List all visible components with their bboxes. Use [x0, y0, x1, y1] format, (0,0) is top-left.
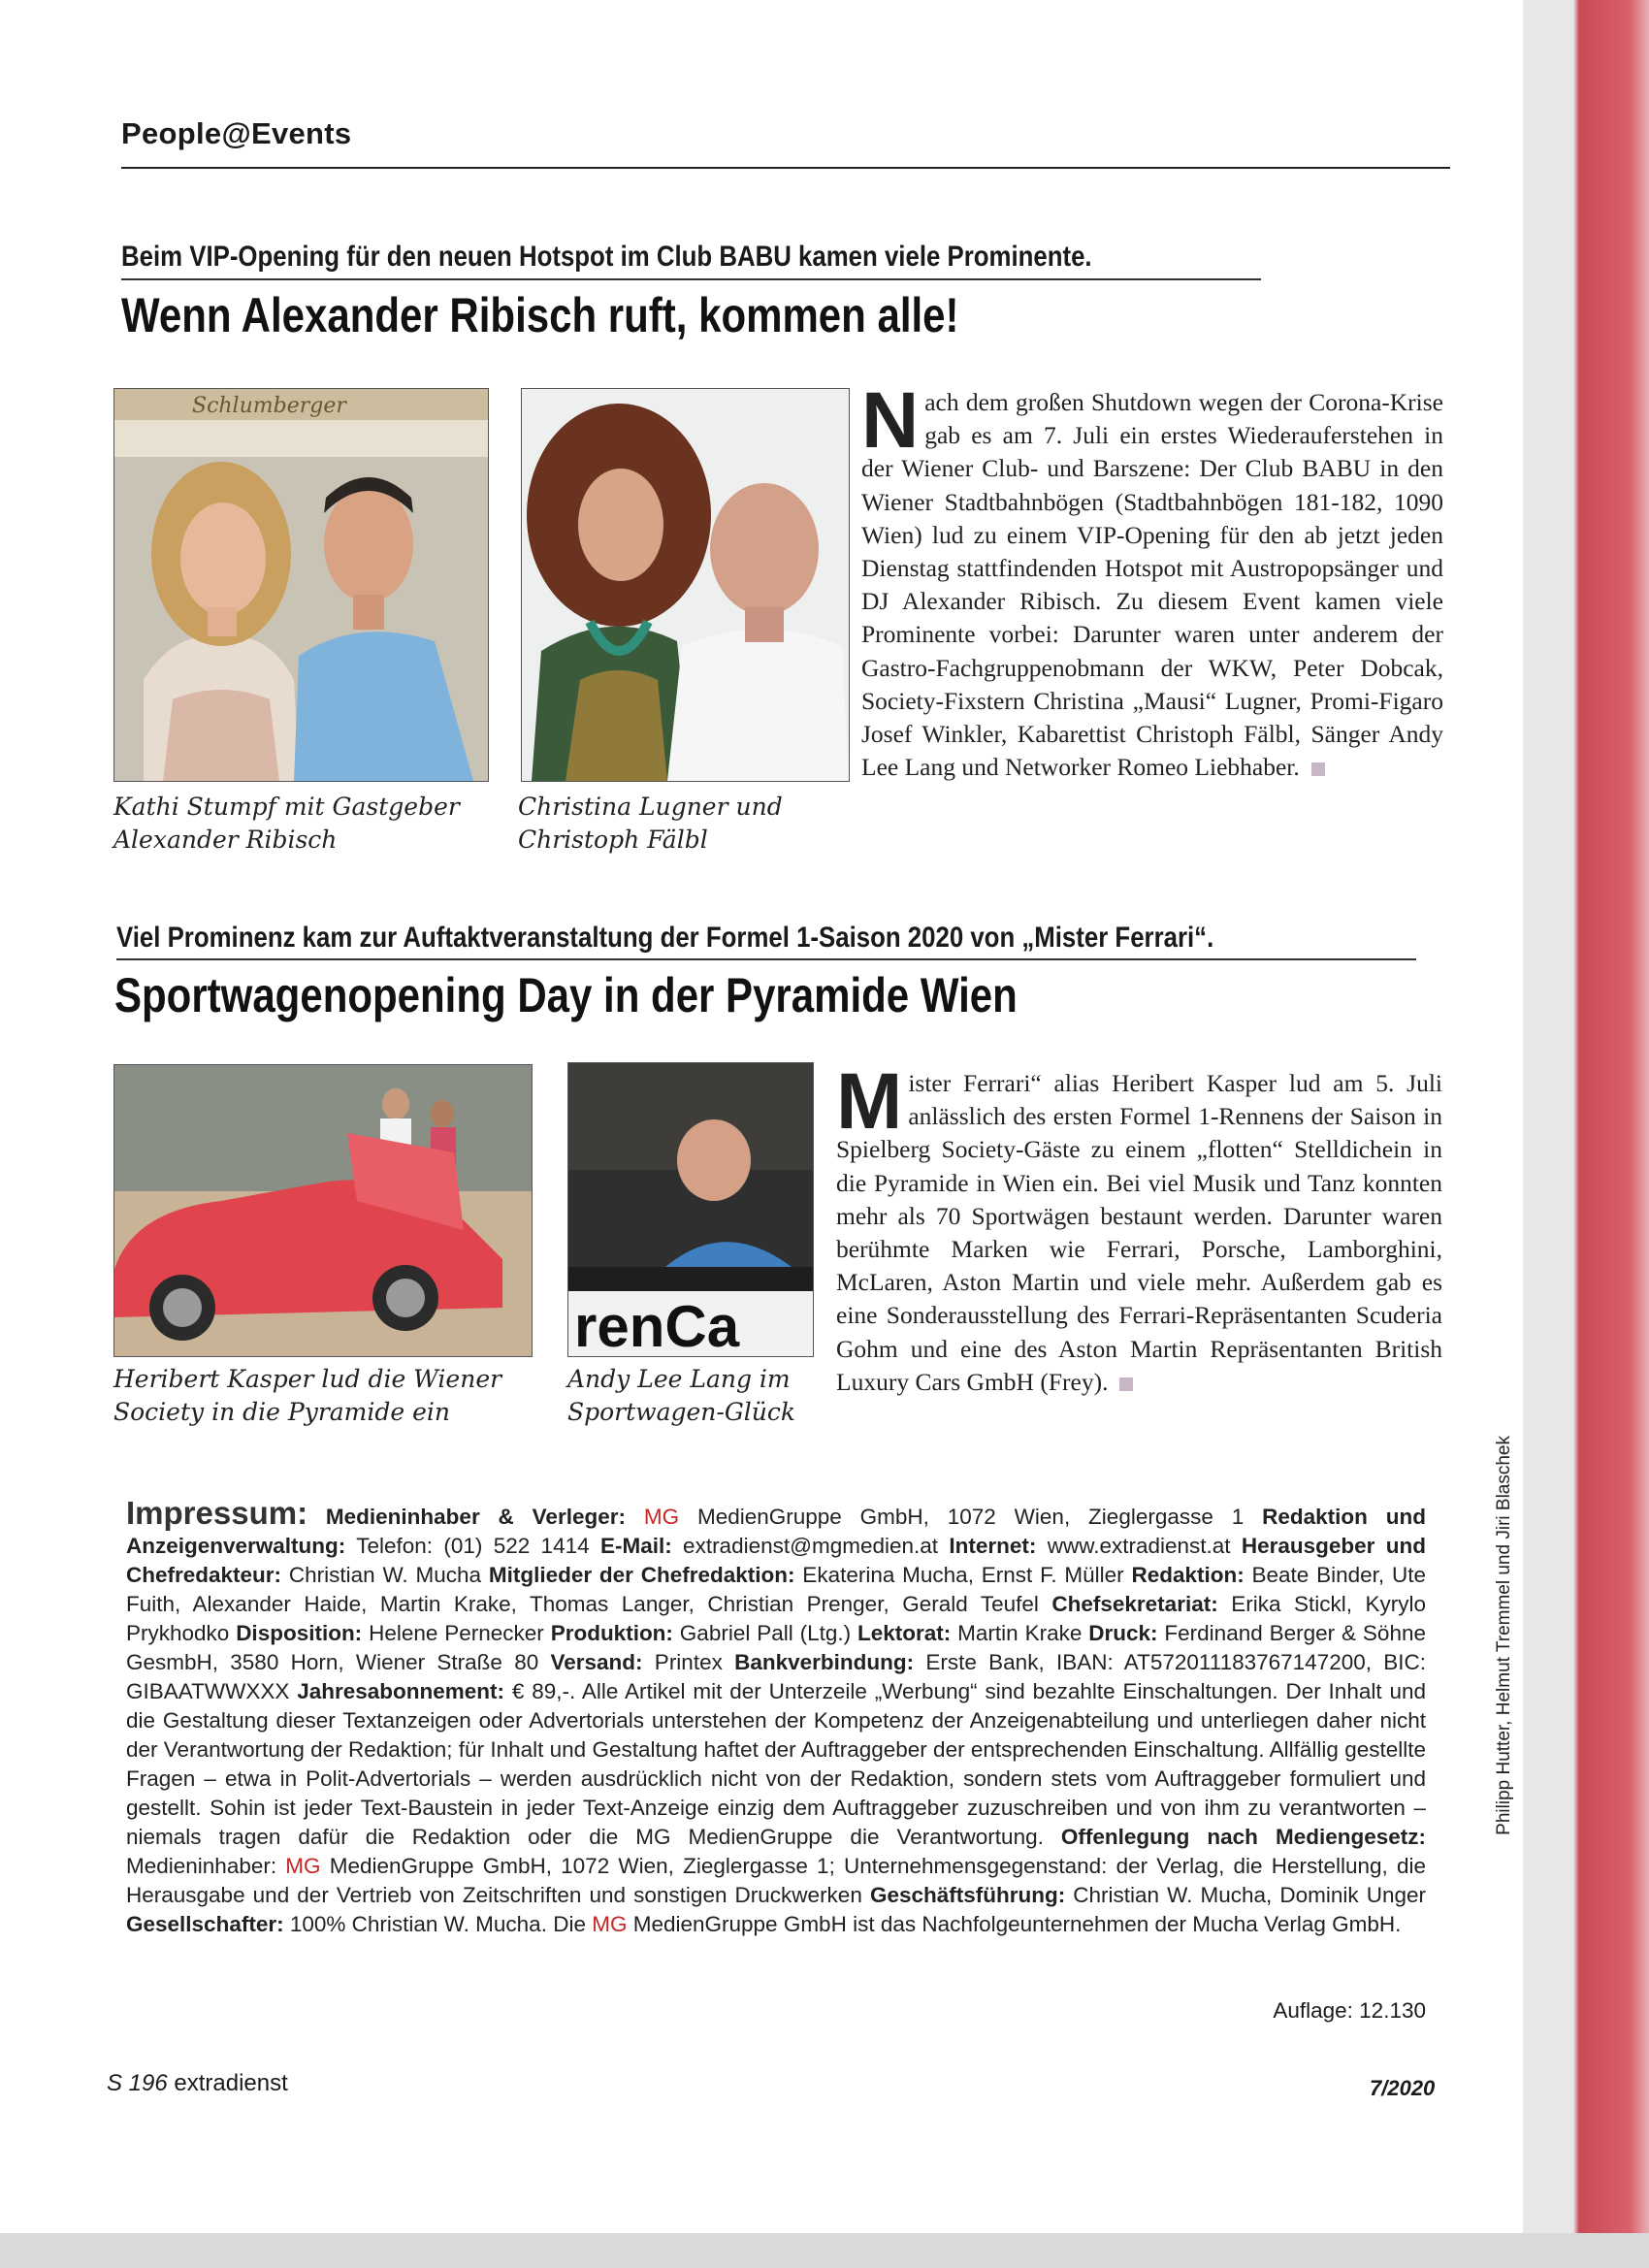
- imprint-bank-label: Bankverbindung:: [734, 1650, 915, 1674]
- imprint-gesellschafter-value1: 100% Christian W. Mucha. Die: [283, 1912, 593, 1936]
- imprint-lektorat-value: Martin Krake: [951, 1621, 1089, 1645]
- photo-ferrari-image: [114, 1065, 532, 1356]
- article2-headline: Sportwagenopening Day in der Pyramide Wien: [114, 968, 1018, 1022]
- imprint-medieninhaber-value: MedienGruppe GmbH, 1072 Wien, Zieglergasse 1: [679, 1505, 1263, 1529]
- imprint-offenlegung-value2: MedienGruppe GmbH, 1072 Wien, Zieglergasse 1; Unternehmensgegenstand: der Verlag, die Herstellung, die Herausgabe und der Vertrieb von Zeitschriften und sonstigen Druckwerken: [126, 1854, 1426, 1907]
- imprint-produktion-label: Produktion:: [550, 1621, 673, 1645]
- mg-logo-mark: MG: [643, 1505, 680, 1529]
- section-label: People@Events: [121, 116, 352, 150]
- imprint-bank-value: Erste Bank, IBAN: AT572011183767147200, BIC: GIBAATWWXXX: [126, 1650, 1427, 1703]
- imprint-offenlegung-value1: Medieninhaber:: [126, 1854, 286, 1878]
- imprint-abo-value: € 89,-.: [504, 1679, 582, 1703]
- article1-caption-2: [518, 791, 783, 857]
- imprint-gesellschafter-value2: MedienGruppe GmbH ist das Nachfolgeunternehmen der Mucha Verlag GmbH.: [627, 1912, 1402, 1936]
- svg-text:renCa: renCa: [574, 1294, 740, 1356]
- imprint-redaktion-value: Telefon: (01) 522 1414: [345, 1534, 600, 1558]
- photo-stumpf-ribisch-image: [114, 389, 488, 781]
- section-rule: [121, 167, 1450, 169]
- imprint-title: Impressum:: [126, 1495, 308, 1531]
- article2-caption-1-line2: Society in die Pyramide ein: [113, 1398, 451, 1426]
- page-edge-stripe: [1523, 0, 1649, 2268]
- imprint-chefredaktion-label: Mitglieder der Chefredaktion:: [488, 1563, 795, 1587]
- imprint-druck-value: Ferdinand Berger & Söhne GesmbH, 3580 Horn, Wiener Straße 80: [126, 1621, 1426, 1674]
- imprint-sekretariat-label: Chefsekretariat:: [1051, 1592, 1218, 1616]
- mg-logo-mark: MG: [592, 1912, 628, 1936]
- imprint-versand-label: Versand:: [550, 1650, 643, 1674]
- article2-caption-1-line1: Heribert Kasper lud die Wiener: [113, 1365, 502, 1393]
- imprint-gesellschafter-label: Gesellschafter:: [126, 1912, 284, 1936]
- imprint-disposition-label: Disposition:: [236, 1621, 363, 1645]
- article1-kicker: Beim VIP-Opening für den neuen Hotspot im Club BABU kamen viele Prominente.: [121, 241, 1092, 273]
- photo-andy-lee-lang-image: [568, 1063, 813, 1356]
- article2-caption-2-line2: Sportwagen-Glück: [567, 1398, 796, 1426]
- imprint-email-label: E-Mail:: [599, 1534, 672, 1558]
- imprint-lektorat-label: Lektorat:: [857, 1621, 952, 1645]
- scan-bottom-margin: [0, 2233, 1649, 2268]
- article2-photo-1: [113, 1064, 533, 1357]
- article1-caption-1-line1: Kathi Stumpf mit Gastgeber: [113, 793, 460, 821]
- article1-photo-1: [113, 388, 489, 782]
- imprint-abo-label: Jahresabonnement:: [297, 1679, 505, 1703]
- mg-logo-mark: MG: [285, 1854, 321, 1878]
- article1-caption-2-line2: Christoph Fälbl: [518, 826, 708, 854]
- imprint-medieninhaber-label: Medieninhaber & Verleger:: [325, 1505, 626, 1529]
- article2-dropcap: M: [836, 1057, 903, 1146]
- imprint-disclaimer: Alle Artikel mit der Unterzeile „Werbung“ sind bezahlte Einschaltungen. Der Inhalt und die Gestaltung dieser Textanzeigen oder Advertorials unterstehen der Kompetenz der Anzeigenabteilung und unterliegen daher nicht der Verantwortung der Redaktion; für Inhalt und Gestaltung haftet der Auftraggeber der entsprechenden Einschaltung. Allfällig gestellte Fragen – etwa in Polit-Advertorials – werden ausdrücklich nicht von der Redaktion, sondern stets vom Auftraggeber formuliert und gestellt. Sohin ist jeder Text-Baustein in jeder Text-Anzeige einzig dem Auftraggeber zuzuschreiben und von ihm zu verantworten – niemals tragen dafür die Redaktion oder die MG MedienGruppe die Verantwortung.: [126, 1679, 1426, 1849]
- imprint-redaktion-label: Redaktion und Anzeigenverwaltung:: [126, 1505, 1426, 1558]
- footer-issue: 7/2020: [1370, 2076, 1436, 2100]
- footer-page-number: S 196: [107, 2070, 168, 2096]
- imprint-herausgeber-value: Christian W. Mucha: [281, 1563, 489, 1587]
- imprint-auflage: Auflage: 12.130: [1273, 1998, 1426, 2023]
- imprint-druck-label: Druck:: [1088, 1621, 1158, 1645]
- article2-caption-2: [567, 1363, 795, 1429]
- imprint-internet-label: Internet:: [949, 1534, 1037, 1558]
- article1-body-text: ach dem großen Shutdown wegen der Corona-Krise gab es am 7. Juli ein erstes Wiederauferstehen in der Wiener Club- und Barszene: Der Club BABU in den Wiener Stadtbahnbögen (Stadtbahnbögen 181-182, 1090 Wien) lud zu einem VIP-Opening für den ab jetzt jeden Dienstag stattfindenden Hotspot mit Austropopsänger und DJ Alexander Ribisch. Zu diesem Event kamen viele Prominente vorbei: Darunter waren unter anderem der Gastro-Fachgruppenobmann der WKW, Peter Dobcak, Society-Fixstern Christina „Mausi“ Lugner, Promi-Figaro Josef Winkler, Kabarettist Christoph Fälbl, Sänger Andy Lee Lang und Networker Romeo Liebhaber.: [861, 388, 1443, 782]
- article1-caption-2-line1: Christina Lugner und: [518, 793, 783, 821]
- imprint-chefredaktion-value: Ekaterina Mucha, Ernst F. Müller: [794, 1563, 1132, 1587]
- imprint-internet-value: www.extradienst.at: [1036, 1534, 1242, 1558]
- article1-headline: Wenn Alexander Ribisch ruft, kommen alle!: [121, 288, 959, 342]
- footer-brand: extradienst: [174, 2070, 288, 2096]
- imprint-email-value: extradienst@mgmedien.at: [671, 1534, 950, 1558]
- article2-kicker: Viel Prominenz kam zur Auftaktveranstaltung der Formel 1-Saison 2020 von „Mister Ferrari“.: [116, 922, 1214, 954]
- article2-body: [836, 1057, 1442, 1399]
- article1-caption-1: [113, 791, 460, 857]
- imprint-gf-value: Christian W. Mucha, Dominik Unger: [1065, 1883, 1426, 1907]
- footer-page-info: [107, 2070, 288, 2097]
- article2-caption-2-line1: Andy Lee Lang im: [567, 1365, 791, 1393]
- article1-caption-1-line2: Alexander Ribisch: [113, 826, 338, 854]
- article1-end-mark: [1311, 762, 1325, 776]
- imprint-produktion-value: Gabriel Pall (Ltg.): [672, 1621, 858, 1645]
- article1-dropcap: N: [861, 376, 920, 465]
- article2-body-text: ister Ferrari“ alias Heribert Kasper lud am 5. Juli anlässlich des ersten Formel 1-Rennens der Saison in Spielberg Society-Gäste zu einem „flotten“ Stelldichein in die Pyramide in Wien ein. Bei viel Musik und Tanz konnten mehr als 70 Sportwägen bestaunt werden. Darunter waren berühmte Marken wie Ferrari, Porsche, Lamborghini, McLaren, Aston Martin und viele mehr. Außerdem gab es eine Sonderausstellung des Ferrari-Repräsentanten Scuderia Gohm und eine des Aston Martin Repräsentanten British Luxury Cars GmbH (Frey).: [836, 1069, 1442, 1396]
- imprint-sekretariat-value: Erika Stickl, Kyrylo Prykhodko: [126, 1592, 1426, 1645]
- imprint-versand-value: Printex: [642, 1650, 735, 1674]
- article2-end-mark: [1119, 1377, 1133, 1391]
- photo-lugner-faelbl-image: [522, 389, 849, 781]
- imprint-offenlegung-label: Offenlegung nach Mediengesetz:: [1060, 1825, 1426, 1849]
- article2-photo-2: [567, 1062, 814, 1357]
- article1-body: [861, 376, 1443, 784]
- imprint-disposition-value: Helene Pernecker: [362, 1621, 551, 1645]
- imprint-herausgeber-label: Herausgeber und Chefredakteur:: [126, 1534, 1426, 1587]
- article2-caption-1: [113, 1363, 501, 1429]
- svg-text:Schlumberger: Schlumberger: [192, 394, 346, 418]
- photo-credit: Philipp Hutter, Helmut Tremmel und Jiri Blaschek: [1494, 1436, 1514, 1835]
- imprint-redaktion2-label: Redaktion:: [1131, 1563, 1245, 1587]
- imprint-gf-label: Geschäftsführung:: [869, 1883, 1066, 1907]
- article2-kicker-rule: [116, 958, 1416, 960]
- article1-photo-2: [521, 388, 850, 782]
- imprint-block: [126, 1495, 1427, 1939]
- article1-kicker-rule: [121, 278, 1261, 280]
- imprint-redaktion2-value: Beate Binder, Ute Fuith, Alexander Haide, Martin Krake, Thomas Langer, Christian Prenger, Gerald Teufel: [126, 1563, 1426, 1616]
